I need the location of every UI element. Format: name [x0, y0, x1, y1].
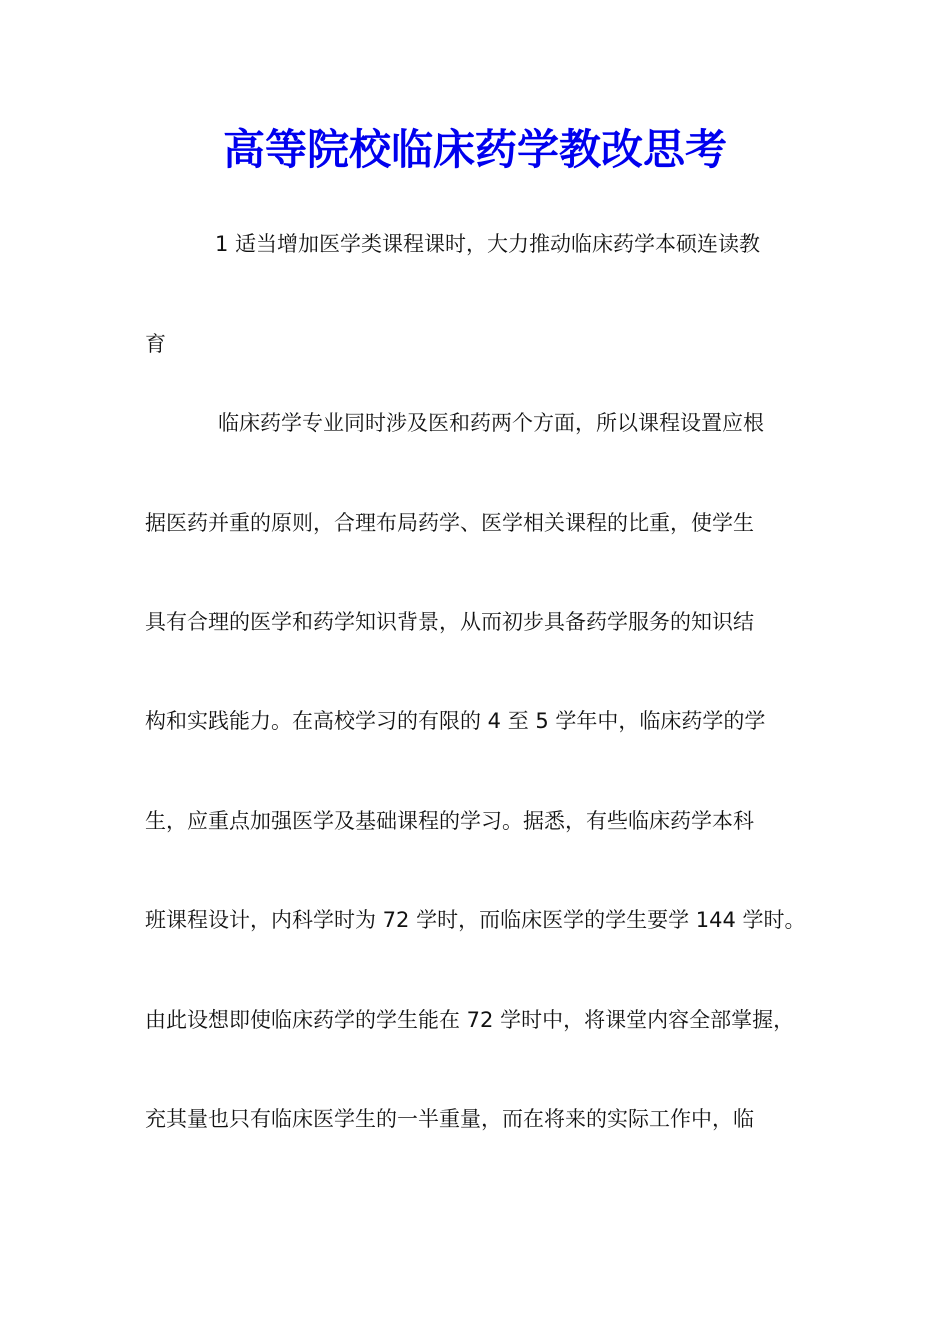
paragraph-line-6: 班课程设计，内科学时为 72 学时，而临床医学的学生要学 144 学时。 — [145, 908, 806, 932]
paragraph-line-5: 生，应重点加强医学及基础课程的学习。据悉，有些临床药学本科 — [145, 809, 754, 833]
paragraph-line-4: 构和实践能力。在高校学习的有限的 4 至 5 学年中，临床药学的学 — [145, 709, 766, 733]
paragraph-line-2: 据医药并重的原则，合理布局药学、医学相关课程的比重，使学生 — [145, 511, 754, 535]
paragraph-line-7: 由此设想即使临床药学的学生能在 72 学时中，将课堂内容全部掌握， — [145, 1008, 795, 1032]
paragraph-line-8: 充其量也只有临床医学生的一半重量，而在将来的实际工作中，临 — [145, 1107, 754, 1131]
paragraph-line-1: 临床药学专业同时涉及医和药两个方面，所以课程设置应根 — [218, 411, 764, 435]
document-title: 高等院校临床药学教改思考 — [222, 125, 727, 174]
paragraph-line-3: 具有合理的医学和药学知识背景，从而初步具备药学服务的知识结 — [145, 610, 754, 634]
section-heading-line-1: 1 适当增加医学类课程课时，大力推动临床药学本硕连读教 — [215, 232, 761, 256]
section-heading-line-2: 育 — [145, 332, 166, 356]
